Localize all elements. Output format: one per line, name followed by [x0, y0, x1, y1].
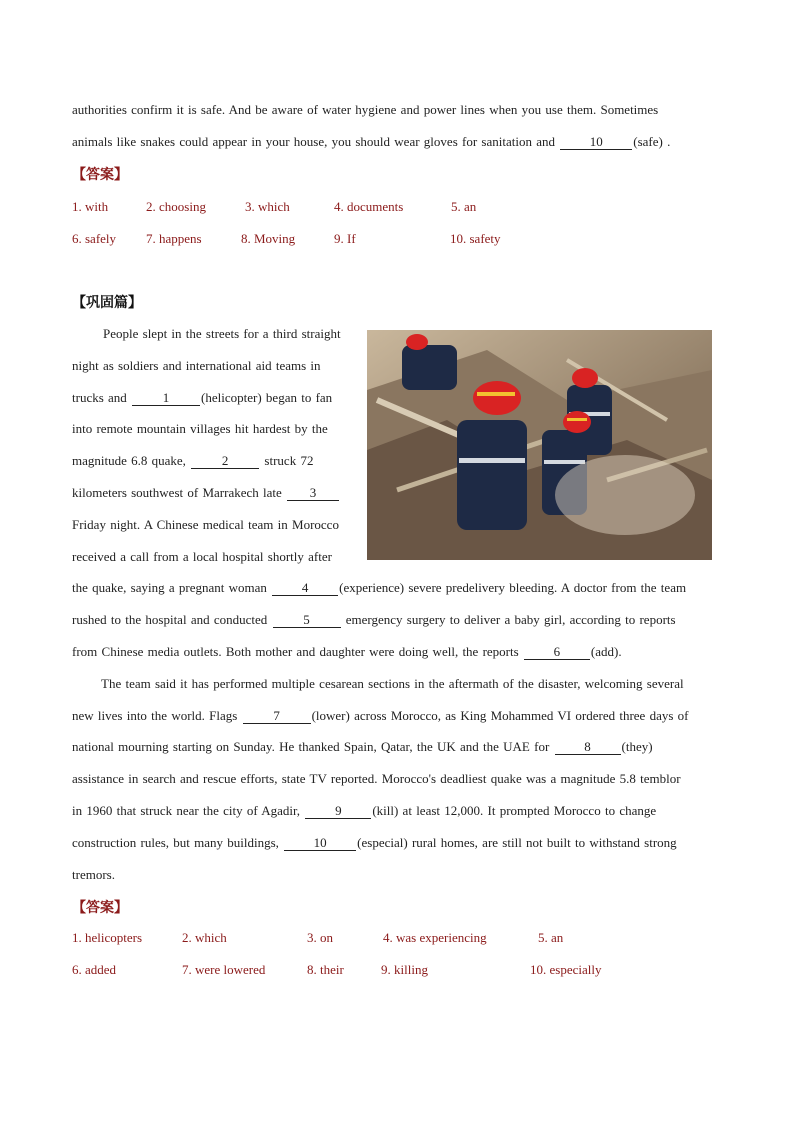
blank-1[interactable]: 1: [132, 390, 200, 406]
text-line: trucks and 1 (helicopter) began to fan: [72, 390, 333, 405]
blank-7[interactable]: 7: [243, 708, 311, 724]
section-heading: 【巩固篇】: [72, 296, 142, 311]
answer-item: 7. were lowered: [182, 962, 266, 977]
answer-item: 4. was experiencing: [383, 930, 487, 945]
answer-item: 2. which: [182, 930, 227, 945]
text-line: The team said it has performed multiple cesarean sections in the aftermath of the disaster, welcoming several: [101, 676, 684, 691]
text-line: authorities confirm it is safe. And be aware of water hygiene and power lines when you use them. Sometimes: [72, 102, 659, 117]
text-line: People slept in the streets for a third straight: [103, 326, 341, 341]
blank-10[interactable]: 10: [284, 835, 356, 851]
text-line: the quake, saying a pregnant woman 4 (experience) severe predelivery bleeding. A doctor from the team: [72, 580, 687, 595]
answer-item: 3. on: [307, 930, 333, 945]
answer-item: 9. killing: [381, 962, 428, 977]
text-line: received a call from a local hospital shortly after: [72, 549, 332, 564]
answer-item: 6. safely: [72, 231, 117, 246]
text-line: construction rules, but many buildings, 10 (especial) rural homes, are still not built to withstand strong: [72, 835, 677, 850]
text-line: night as soldiers and international aid teams in: [72, 358, 321, 373]
answer-item: 10. safety: [450, 231, 501, 246]
text-line: kilometers southwest of Marrakech late 3: [72, 484, 340, 502]
text-line: magnitude 6.8 quake, 2 struck 72: [72, 453, 314, 468]
answer-item: 2. choosing: [146, 199, 206, 214]
blank-2[interactable]: 2: [191, 453, 259, 469]
answer-row: [72, 930, 722, 948]
text-line: Friday night. A Chinese medical team in Morocco: [72, 517, 339, 532]
answer-heading: 【答案】: [72, 168, 128, 183]
answer-item: 6. added: [72, 962, 117, 977]
answer-row: [72, 231, 722, 249]
answer-item: 5. an: [538, 930, 564, 945]
answer-row: [72, 962, 722, 980]
blank-6[interactable]: 6: [524, 644, 590, 660]
answer-item: 1. helicopters: [72, 930, 143, 945]
answer-item: 9. If: [334, 231, 356, 246]
answer-item: 8. their: [307, 962, 344, 977]
blank-9[interactable]: 9: [305, 803, 371, 819]
blank-5[interactable]: 5: [273, 612, 341, 628]
answer-row: [72, 199, 722, 217]
rescue-photo-illustration: [367, 330, 712, 560]
text-line: new lives into the world. Flags 7 (lower) across Morocco, as King Mohammed VI ordered three days of: [72, 708, 689, 723]
answer-item: 8. Moving: [241, 231, 296, 246]
blank-4[interactable]: 4: [272, 580, 338, 596]
text-line: rushed to the hospital and conducted 5 emergency surgery to deliver a baby girl, according to reports: [72, 612, 676, 627]
blank-10[interactable]: 10: [560, 134, 632, 150]
text-line: in 1960 that struck near the city of Agadir, 9 (kill) at least 12,000. It prompted Morocco to change: [72, 803, 657, 818]
rescue-photo: [367, 330, 712, 560]
answer-item: 7. happens: [146, 231, 202, 246]
text-line: into remote mountain villages hit hardest by the: [72, 421, 328, 436]
blank-8[interactable]: 8: [555, 739, 621, 755]
answer-item: 4. documents: [334, 199, 404, 214]
answer-item: 3. which: [245, 199, 290, 214]
answer-item: 5. an: [451, 199, 477, 214]
answer-item: 10. especially: [530, 962, 602, 977]
answer-item: 1. with: [72, 199, 109, 214]
text-line: tremors.: [72, 867, 115, 882]
answer-heading: 【答案】: [72, 901, 128, 916]
text-line: animals like snakes could appear in your house, you should wear gloves for sanitation and 10 (safe) .: [72, 134, 671, 149]
text-line: from Chinese media outlets. Both mother and daughter were doing well, the reports 6 (add).: [72, 644, 622, 659]
text-line: national mourning starting on Sunday. He thanked Spain, Qatar, the UK and the UAE for 8 (they): [72, 739, 653, 754]
text-line: assistance in search and rescue efforts, state TV reported. Morocco's deadliest quake was a magnitude 5.8 temblor: [72, 771, 681, 786]
blank-3[interactable]: 3: [287, 485, 339, 501]
